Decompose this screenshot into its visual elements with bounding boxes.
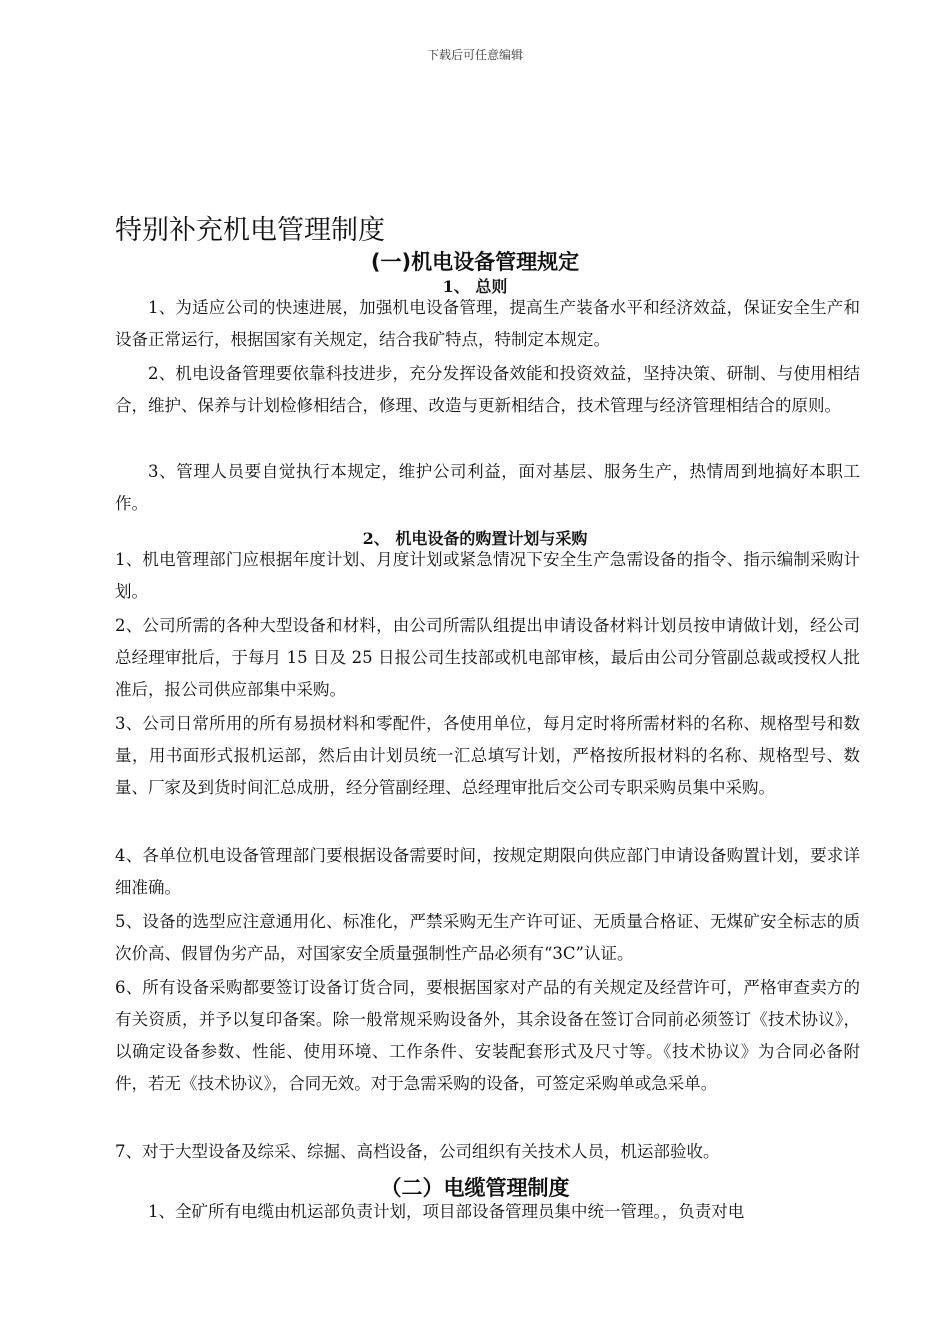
paragraph: 3、公司日常所用的所有易损材料和零配件，各使用单位，每月定时将所需材料的名称、规格型号和数量，用书面形式报机运部，然后由计划员统一汇总填写计划，严格按所报材料的名称、规格型号、数量、厂家及到货时间汇总成册，经分管副经理、总经理审批后交公司专职采购员集中采购。 bbox=[115, 714, 860, 797]
paragraph: 4、各单位机电设备管理部门要根据设备需要时间，按规定期限向供应部门申请设备购置计划，要求详细准确。 bbox=[115, 846, 860, 897]
paragraph: 6、所有设备采购都要签订设备订货合同，要根据国家对产品的有关规定及经营许可，严格审查卖方的有关资质，并予以复印备案。除一般常规采购设备外，其余设备在签订合同前必须签订《技术协议》，以确定设备参数、性能、使用环境、工作条件、安装配套形式及尺寸等。《技术协议》为合同必备附件，若无《技术协议》，合同无效。对于急需采购的设备，可签定采购单或急采单。 bbox=[115, 978, 860, 1093]
section-heading-equipment: (一)机电设备管理规定 bbox=[370, 250, 580, 274]
subsection-heading-procurement: 2、 机电设备的购置计划与采购 bbox=[362, 529, 588, 548]
paragraph: 3、管理人员要自觉执行本规定，维护公司利益，面对基层、服务生产，热情周到地搞好本职工作。 bbox=[115, 462, 860, 513]
document-title: 特别补充机电管理制度 bbox=[115, 215, 385, 246]
subsection-heading-general: 1、 总则 bbox=[442, 277, 508, 296]
paragraph: 5、设备的选型应注意通用化、标准化，严禁采购无生产许可证、无质量合格证、无煤矿安全标志的质次价高、假冒伪劣产品，对国家安全质量强制性产品必须有“3C”认证。 bbox=[115, 912, 860, 963]
section-heading-cable: （二）电缆管理制度 bbox=[380, 1176, 570, 1200]
paragraph: 2、机电设备管理要依靠科技进步，充分发挥设备效能和投资效益，坚持决策、研制、与使用相结合，维护、保养与计划检修相结合，修理、改造与更新相结合，技术管理与经济管理相结合的原则。 bbox=[115, 364, 860, 415]
paragraph: 7、对于大型设备及综采、综掘、高档设备，公司组织有关技术人员，机运部验收。 bbox=[115, 1142, 720, 1161]
paragraph: 1、全矿所有电缆由机运部负责计划，项目部设备管理员集中统一管理。，负责对电 bbox=[148, 1202, 745, 1221]
paragraph: 1、机电管理部门应根据年度计划、月度计划或紧急情况下安全生产急需设备的指令、指示编制采购计划。 bbox=[115, 550, 860, 601]
paragraph: 2、公司所需的各种大型设备和材料，由公司所需队组提出申请设备材料计划员按申请做计划，经公司总经理审批后，于每月 15 日及 25 日报公司生技部或机电部审核，最后由公司分管副总裁或授权人批准后，报公司供应部集中采购。 bbox=[115, 616, 860, 699]
header-note: 下载后可任意编辑 bbox=[426, 48, 523, 62]
paragraph: 1、为适应公司的快速进展，加强机电设备管理，提高生产装备水平和经济效益，保证安全生产和设备正常运行，根据国家有关规定，结合我矿特点，特制定本规定。 bbox=[115, 298, 860, 349]
